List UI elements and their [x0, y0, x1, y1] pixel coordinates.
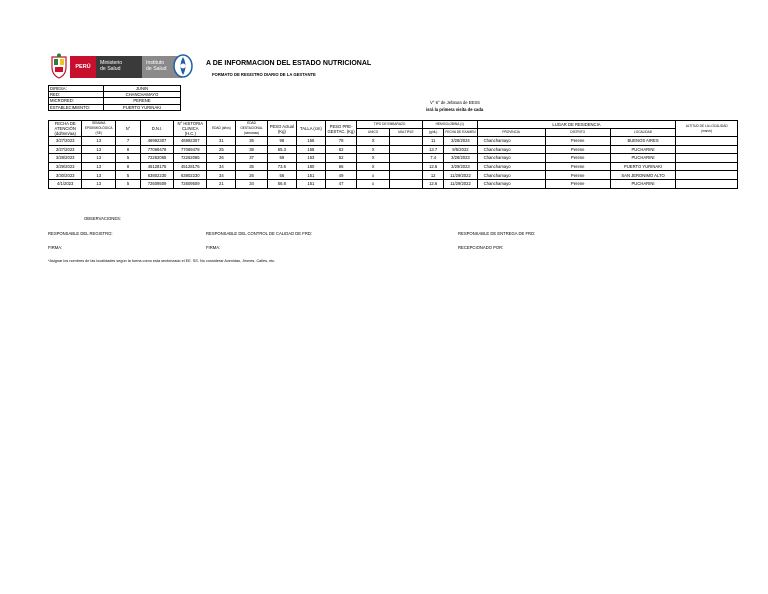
col-tipo-embarazo: TIPO DE EMBARAZO — [357, 121, 423, 129]
info-value: PERENE — [104, 98, 181, 104]
cell-semana: 13 — [82, 179, 116, 188]
cell-provincia: Chanchamayo — [477, 154, 545, 163]
instituto-line-1: Instituto — [146, 60, 165, 66]
cell-peso-pre: 62 — [325, 145, 356, 154]
cell-edad-gestacional: 26 — [236, 171, 268, 180]
info-label: RED: — [49, 92, 104, 98]
cell-fecha-examen: 11/29/2022 — [444, 179, 477, 188]
cell-talla: 158 — [296, 145, 325, 154]
cell-peso: 56.8 — [267, 179, 296, 188]
cell-fecha: 3/29/2023 — [49, 162, 82, 171]
cell-provincia: Chanchamayo — [477, 137, 545, 146]
cell-edad: 21 — [207, 179, 236, 188]
cell-peso: 56 — [267, 171, 296, 180]
cell-n: 5 — [116, 154, 141, 163]
cell-localidad: PUCHARINI — [610, 145, 676, 154]
observaciones-label: OBSERVACIONES: — [84, 216, 122, 221]
cell-distrito: Perene — [545, 154, 610, 163]
peru-coat-of-arms-icon — [50, 53, 68, 79]
info-value: CHANCHAMAYO — [104, 92, 181, 98]
note-jefatura: V° 6° de Jefatura de EESS — [430, 100, 480, 105]
cell-hemoglobina: 11 — [423, 137, 444, 146]
cell-multiple — [389, 137, 422, 146]
cell-localidad: PUCHARINI — [610, 179, 676, 188]
cell-historia: 63802230 — [174, 171, 207, 180]
cell-historia: 72262065 — [174, 154, 207, 163]
cell-semana: 13 — [82, 171, 116, 180]
col-dni: D.N.I. — [140, 121, 173, 137]
cell-n: 7 — [116, 137, 141, 146]
col-hemoglobina: HEMOGLOBINA (1) — [423, 121, 478, 129]
cell-dni: 46992307 — [140, 137, 173, 146]
cell-distrito: Perene — [545, 179, 610, 188]
cell-talla: 151 — [296, 179, 325, 188]
cell-altitud — [676, 137, 738, 146]
cell-provincia: Chanchamayo — [477, 162, 545, 171]
cell-unico: x — [357, 171, 390, 180]
cell-dni: 72262065 — [140, 154, 173, 163]
info-value: PUERTO YURINAKI — [104, 104, 181, 110]
cell-peso-pre: 52 — [325, 154, 356, 163]
cell-fecha: 3/27/2023 — [49, 145, 82, 154]
cell-dni: 45128175 — [140, 162, 173, 171]
cell-distrito: Perene — [545, 171, 610, 180]
cell-distrito: Perene — [545, 162, 610, 171]
col-lugar-residencia: LUGAR DE RESIDENCIA — [477, 121, 676, 129]
firma-label-2: FIRMA: — [206, 245, 221, 250]
instituto-line-2: de Salud — [146, 66, 167, 72]
cell-fecha: 3/28/2023 — [49, 154, 82, 163]
col-altitud: ALTITUD DE LA LOCALIDAD (msnm) — [676, 121, 738, 137]
table-row — [49, 162, 738, 171]
cell-altitud — [676, 162, 738, 171]
cell-n: 5 — [116, 179, 141, 188]
cell-fecha-examen: 3/28/2024 — [444, 137, 477, 146]
table-row — [49, 137, 738, 146]
cell-hemoglobina: 12.6 — [423, 179, 444, 188]
cell-unico: X — [357, 137, 390, 146]
cell-hemoglobina: 12.6 — [423, 162, 444, 171]
cell-localidad: BUENOS AIRES — [610, 137, 676, 146]
cell-fecha-examen: 3/29/2023 — [444, 162, 477, 171]
page-subtitle: FORMATO DE REGISTRO DIARIO DE LA GESTANTE — [212, 72, 316, 77]
responsable-calidad-label: RESPONSABLE DEL CONTROL DE CALIDAD DE FRD: — [206, 231, 313, 236]
cell-multiple — [389, 145, 422, 154]
cell-fecha-examen: 3/28/2023 — [444, 154, 477, 163]
establishment-info-table — [48, 85, 181, 111]
col-historia: N° HISTORIA CLINICA (H.C.) — [174, 121, 207, 137]
cell-unico: X — [357, 154, 390, 163]
cell-semana: 13 — [82, 137, 116, 146]
info-label: DIRESA: — [49, 86, 104, 92]
cell-edad: 31 — [207, 137, 236, 146]
cell-historia: 72609509 — [174, 179, 207, 188]
cell-peso: 65.3 — [267, 145, 296, 154]
cell-unico: x — [357, 179, 390, 188]
col-semana: SEMANA EPIDEMIOLÓGICA (SE) — [82, 121, 116, 137]
cell-peso-pre: 78 — [325, 137, 356, 146]
col-peso-actual: PESO Actual (Kg) — [267, 121, 296, 137]
cell-hemoglobina: 7.4 — [423, 154, 444, 163]
cell-edad-gestacional: 38 — [236, 145, 268, 154]
cell-multiple — [389, 179, 422, 188]
cell-distrito: Perene — [545, 137, 610, 146]
cell-semana: 13 — [82, 145, 116, 154]
col-hb-unit: (g/dL) — [423, 129, 444, 137]
cell-peso-pre: 66 — [325, 162, 356, 171]
cell-peso: 73.5 — [267, 162, 296, 171]
cell-fecha-examen: 9/5/2022 — [444, 145, 477, 154]
cell-peso-pre: 47 — [325, 179, 356, 188]
page-title: A DE INFORMACION DEL ESTADO NUTRICIONAL — [206, 60, 372, 67]
col-fecha-examen: FECHA DE EXAMEN — [444, 129, 477, 137]
cell-fecha: 3/30/2023 — [49, 171, 82, 180]
cell-altitud — [676, 154, 738, 163]
table-row — [49, 145, 738, 154]
cell-multiple — [389, 162, 422, 171]
cell-dni: 77069478 — [140, 145, 173, 154]
cell-hemoglobina: 12 — [423, 171, 444, 180]
col-fecha: FECHA DE ATENCIÓN (dd/mm/aa) — [49, 121, 82, 137]
table-row — [49, 154, 738, 163]
col-distrito: DISTRITO — [545, 129, 610, 137]
info-row — [49, 104, 181, 110]
cell-altitud — [676, 145, 738, 154]
info-label: ESTABLECIMIENTO: — [49, 104, 104, 110]
cell-fecha: 4/1/2023 — [49, 179, 82, 188]
cell-provincia: Chanchamayo — [477, 145, 545, 154]
ministerio-salud-logo — [96, 56, 142, 78]
info-value: JUNIN — [104, 86, 181, 92]
col-unico: UNICO — [357, 129, 390, 137]
table-row — [49, 171, 738, 180]
col-localidad: LOCALIDAD — [610, 129, 676, 137]
cell-hemoglobina: 13.7 — [423, 145, 444, 154]
info-label: MICRORED: — [49, 98, 104, 104]
col-provincia: PROVINCIA — [477, 129, 545, 137]
cell-dni: 72609509 — [140, 179, 173, 188]
recepcionado-label: RECEPCIONADO POR: — [458, 245, 504, 250]
col-edad-gestacional: EDAD GESTACIONAL (semanas) — [236, 121, 268, 137]
ministerio-line-1: Ministerio — [100, 60, 123, 66]
cell-localidad: PUERTO YURINAKI — [610, 162, 676, 171]
cell-talla: 151 — [296, 171, 325, 180]
cell-edad: 26 — [207, 154, 236, 163]
cell-fecha: 3/27/2023 — [49, 137, 82, 146]
cell-dni: 63802230 — [140, 171, 173, 180]
cell-localidad: PUCHARINI — [610, 154, 676, 163]
cell-talla: 156 — [296, 137, 325, 146]
cell-unico: X — [357, 145, 390, 154]
peru-logo: PERÚ — [70, 56, 96, 78]
col-talla: TALLA (cm) — [296, 121, 325, 137]
cell-altitud — [676, 179, 738, 188]
registro-table — [48, 120, 738, 189]
cell-edad-gestacional: 35 — [236, 137, 268, 146]
ins-emblem-icon — [172, 53, 194, 79]
cell-edad: 34 — [207, 162, 236, 171]
cell-peso: 59 — [267, 154, 296, 163]
cell-localidad: SAN JERONIMO ALTO — [610, 171, 676, 180]
cell-historia: 46992307 — [174, 137, 207, 146]
cell-historia: 77069478 — [174, 145, 207, 154]
cell-edad: 34 — [207, 171, 236, 180]
cell-provincia: Chanchamayo — [477, 171, 545, 180]
cell-historia: 45128175 — [174, 162, 207, 171]
cell-semana: 13 — [82, 154, 116, 163]
col-n: N° — [116, 121, 141, 137]
footnote: *Asignar los nombres de las localidades según la forma como esta sectorizado el EE. SS. No considerar Avenidas, Jirones, Calles, etc. — [48, 259, 276, 263]
cell-n: 8 — [116, 162, 141, 171]
cell-n: 8 — [116, 145, 141, 154]
responsable-registro-label: RESPONSABLE DEL REGISTRO: — [48, 231, 113, 236]
table-row — [49, 179, 738, 188]
cell-provincia: Chanchamayo — [477, 179, 545, 188]
cell-edad-gestacional: 35 — [236, 162, 268, 171]
ministerio-line-2: de Salud — [100, 66, 121, 72]
cell-multiple — [389, 154, 422, 163]
cell-multiple — [389, 171, 422, 180]
firma-label-1: FIRMA: — [48, 245, 63, 250]
cell-n: 5 — [116, 171, 141, 180]
cell-peso-pre: 49 — [325, 171, 356, 180]
logo-group — [50, 53, 210, 81]
cell-semana: 13 — [82, 162, 116, 171]
cell-peso: 98 — [267, 137, 296, 146]
col-edad: EDAD (años) — [207, 121, 236, 137]
cell-edad: 25 — [207, 145, 236, 154]
cell-distrito: Perene — [545, 145, 610, 154]
cell-edad-gestacional: 37 — [236, 154, 268, 163]
cell-unico: X — [357, 162, 390, 171]
cell-edad-gestacional: 34 — [236, 179, 268, 188]
cell-fecha-examen: 11/29/2022 — [444, 171, 477, 180]
cell-talla: 180 — [296, 162, 325, 171]
table-header-row — [49, 121, 738, 129]
col-multiple: MULTIPLE — [389, 129, 422, 137]
responsable-entrega-label: RESPONSABLE DE ENTREGA DE FRD: — [458, 231, 536, 236]
cell-talla: 153 — [296, 154, 325, 163]
note-primera-visita: isrá la primera visita de cada — [426, 107, 484, 112]
cell-altitud — [676, 171, 738, 180]
col-peso-pre: PESO PRE- GESTAC. (Kg) — [325, 121, 356, 137]
